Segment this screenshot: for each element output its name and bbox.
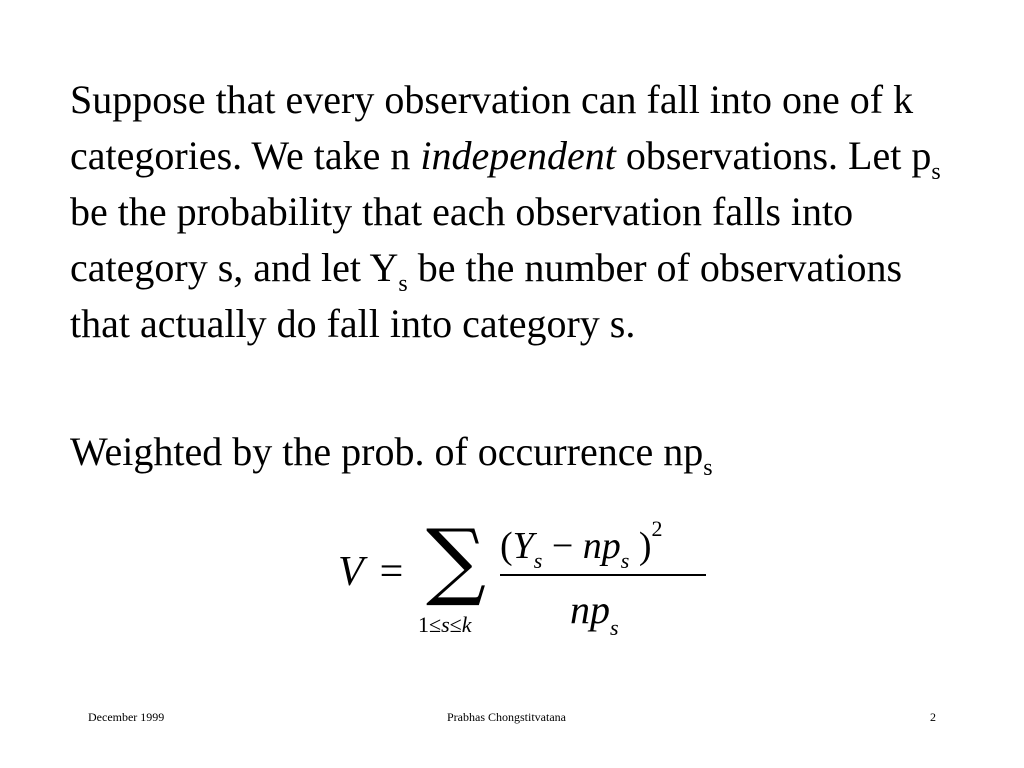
- fraction-bar: [500, 574, 706, 576]
- formula-equals: =: [379, 549, 404, 595]
- paragraph-definition: [70, 72, 950, 352]
- limit-le-1: ≤: [429, 612, 442, 637]
- footer-author: Prabhas Chongstitvatana: [447, 710, 566, 724]
- numer-y-sub: s: [533, 548, 543, 573]
- definition-text: [70, 72, 950, 352]
- numer-open-paren: (: [500, 525, 513, 567]
- definition-text-part4: be the number of observations that actually do fall into category s.: [70, 245, 903, 346]
- limit-upper: k: [461, 612, 472, 637]
- footer-page-number: 2: [930, 710, 936, 724]
- denom-np: np: [570, 587, 610, 632]
- definition-text-part2: observations. Let p: [615, 133, 932, 178]
- formula-v: V: [338, 549, 364, 595]
- definition-text-part1: Suppose that every observation can fall into one of k categories. We take n: [70, 77, 914, 178]
- limit-le-2: ≤: [449, 612, 462, 637]
- numer-exponent: 2: [651, 516, 663, 541]
- limit-var: s: [441, 612, 450, 637]
- denom-sub: s: [610, 615, 619, 640]
- p-subscript: s: [931, 159, 941, 185]
- weighted-subscript: s: [703, 455, 713, 481]
- numer-minus: −: [542, 525, 583, 567]
- chi-square-formula: [330, 510, 730, 650]
- definition-text-part3: be the probability that each observation falls into category s, and let Y: [70, 189, 854, 290]
- footer-date: December 1999: [88, 710, 165, 724]
- y-subscript: s: [398, 271, 408, 297]
- numer-np: np: [582, 525, 621, 567]
- numer-close-paren: ): [629, 525, 652, 567]
- numer-y: Y: [512, 525, 534, 567]
- numer-np-sub: s: [620, 548, 630, 573]
- independent-emphasis: independent: [420, 133, 616, 178]
- weighted-text: Weighted by the prob. of occurrence np: [70, 429, 704, 474]
- fraction-denominator: [570, 586, 619, 640]
- fraction-numerator: [500, 516, 663, 573]
- summation-limits: [418, 612, 471, 638]
- paragraph-weighted: [70, 424, 713, 480]
- limit-lower: 1: [418, 612, 429, 637]
- summation-symbol: ∑: [426, 511, 486, 609]
- formula-lhs: [338, 548, 403, 596]
